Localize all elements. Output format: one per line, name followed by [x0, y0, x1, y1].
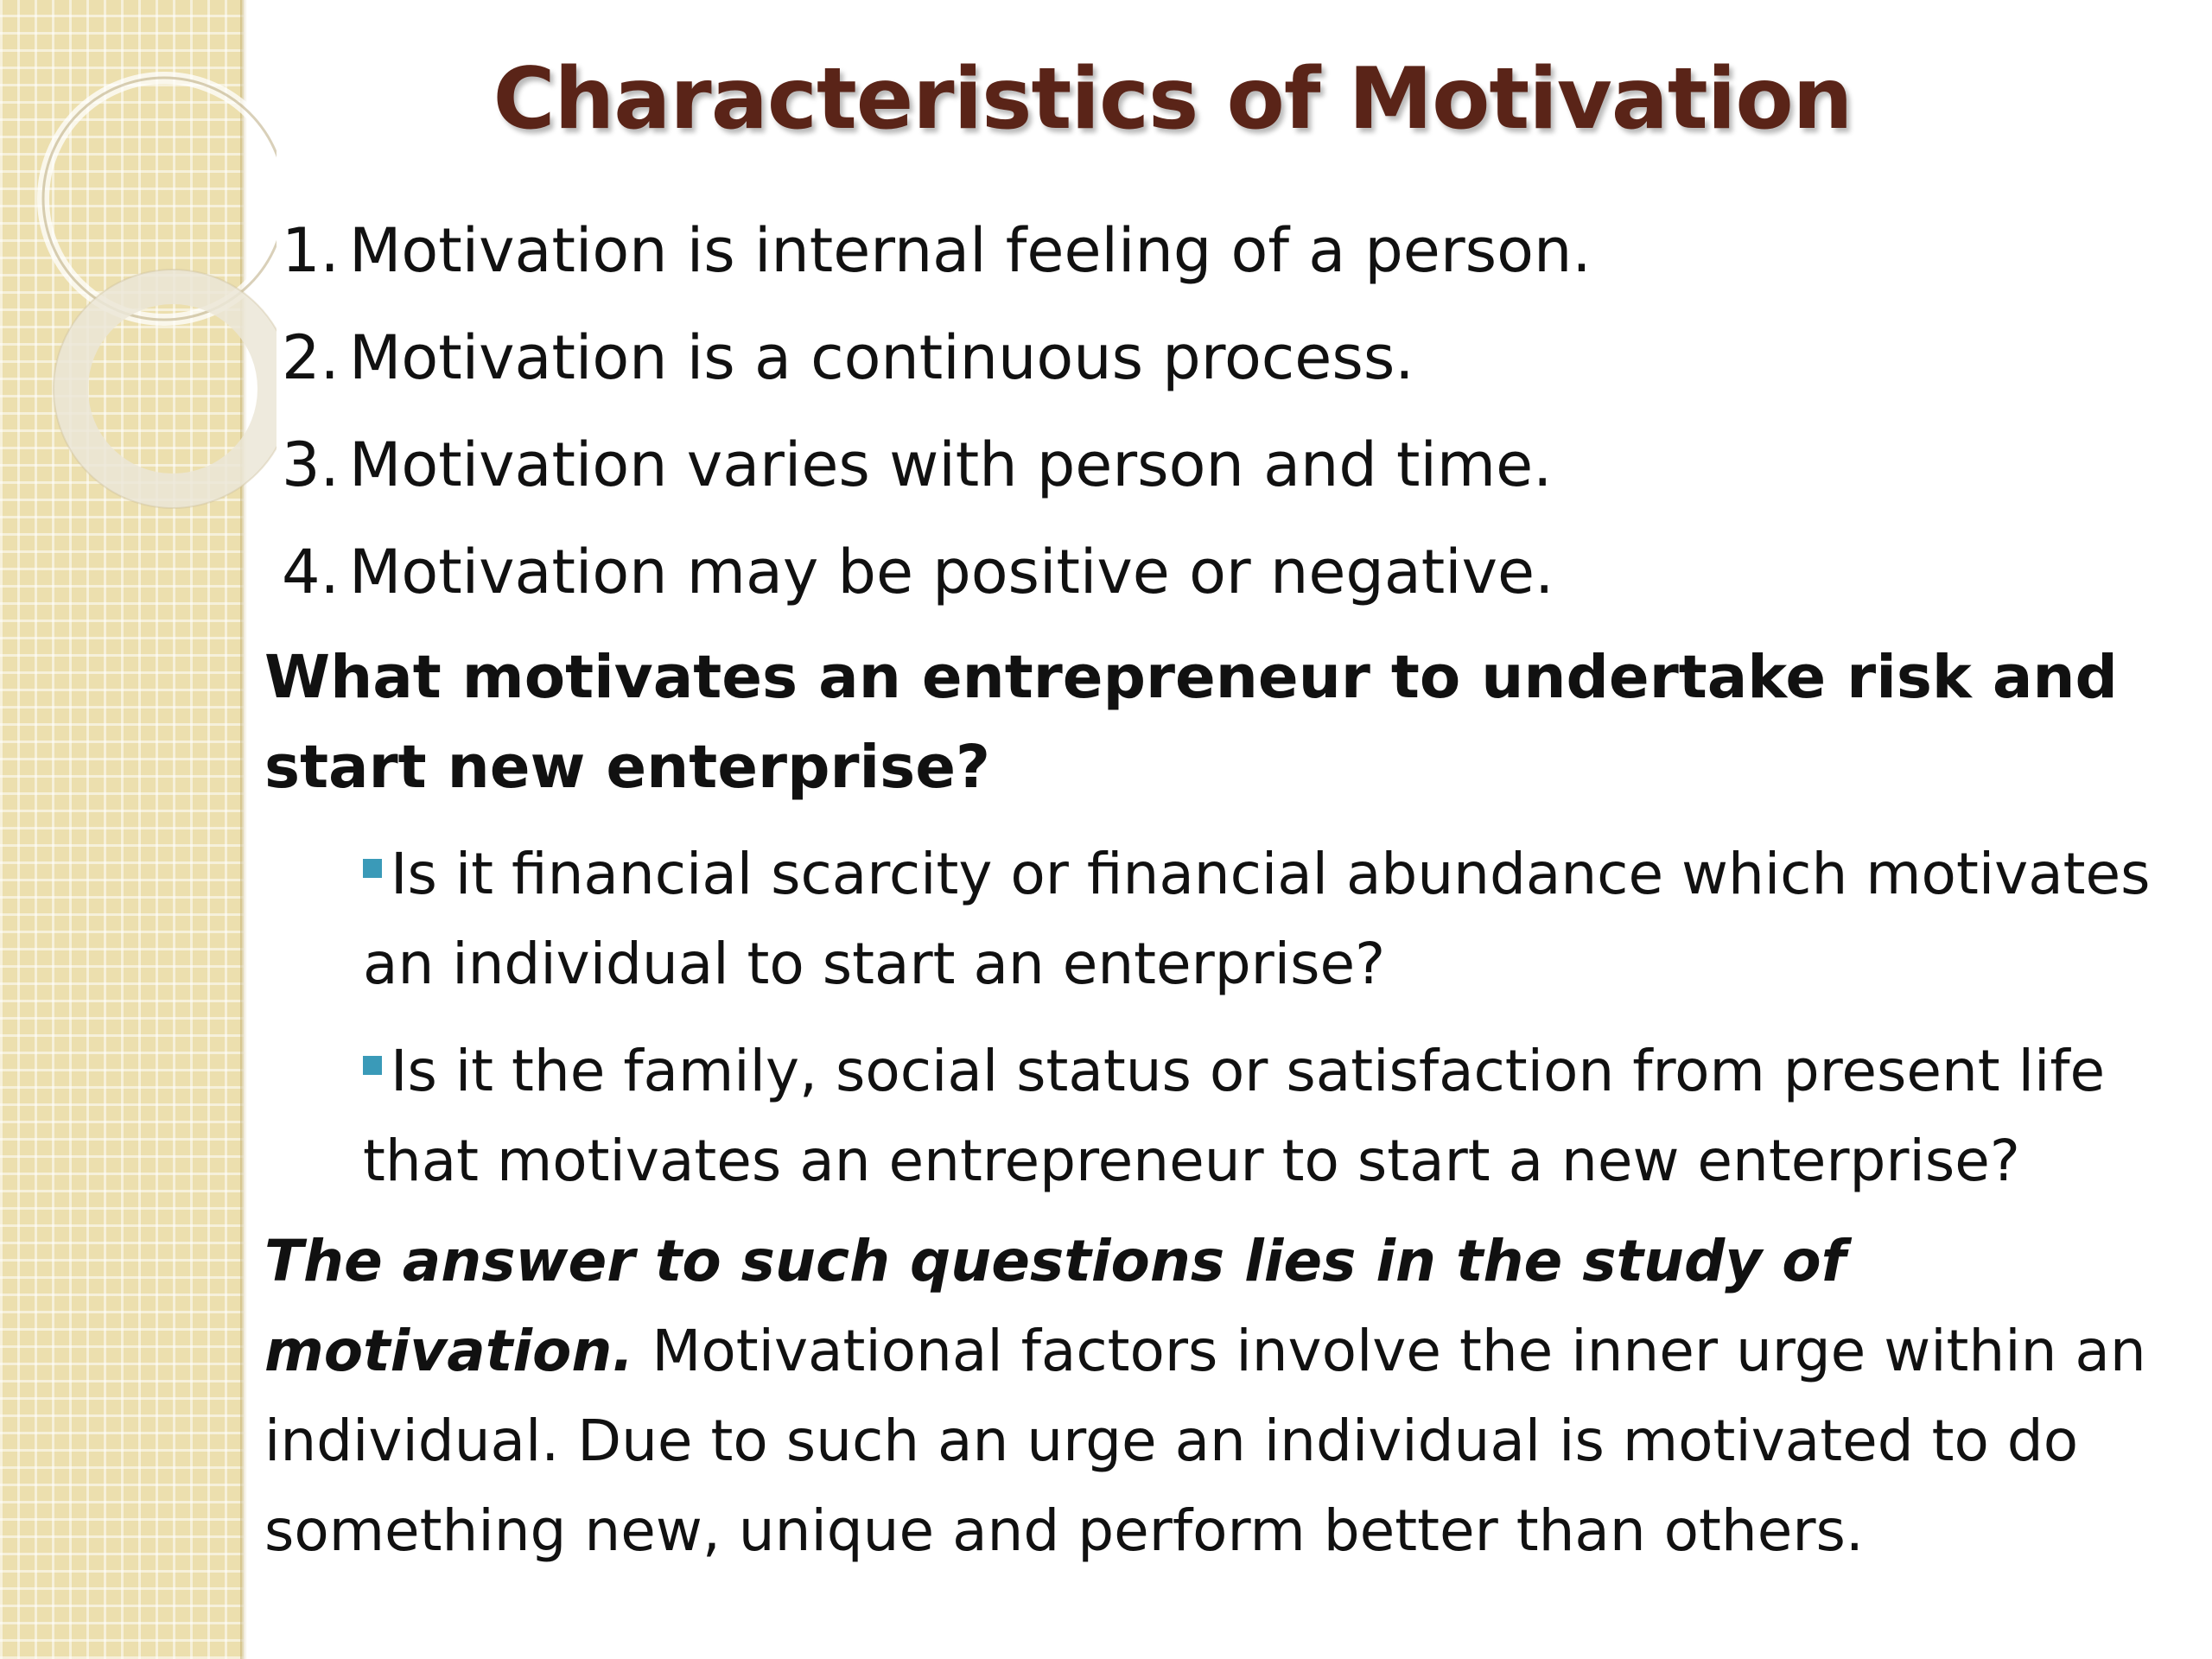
square-bullet-icon [363, 1056, 382, 1075]
sub-question-item [363, 1027, 2195, 1206]
characteristic-item [282, 315, 1592, 422]
item-text: Motivation varies with person and time. [349, 429, 1553, 500]
answer-paragraph [264, 1217, 2191, 1576]
square-bullet-icon [363, 859, 382, 878]
sub-question-text: Is it the family, social status or satisfaction from present life that motivates an entrepreneur to start a new enterprise? [363, 1038, 2106, 1194]
characteristic-item [282, 207, 1592, 315]
item-text: Motivation is internal feeling of a person. [349, 215, 1592, 286]
item-text: Motivation is a continuous process. [349, 322, 1414, 393]
item-number: 1. [282, 215, 340, 286]
sub-question-list [363, 830, 2195, 1224]
slide-title: Characteristics of Motivation [493, 50, 1853, 149]
sub-question-text: Is it financial scarcity or financial abundance which motivates an individual to start an enterprise? [363, 841, 2151, 997]
answer-emphasis: The answer to such questions lies in the study of motivation. [264, 1228, 1847, 1384]
characteristics-list [282, 207, 1592, 636]
item-text: Motivation may be positive or negative. [349, 537, 1554, 607]
decorative-rings-icon [0, 0, 276, 553]
characteristic-item [282, 529, 1592, 636]
key-question: What motivates an entrepreneur to undertake risk and start new enterprise? [264, 643, 2118, 802]
sub-question-item [363, 830, 2195, 1009]
item-number: 2. [282, 322, 340, 393]
item-number: 4. [282, 537, 340, 607]
answer-body: Motivational factors involve the inner urge within an individual. Due to such an urge an individual is motivated to do something new, unique and perform better than others. [264, 1318, 2146, 1564]
characteristic-item [282, 422, 1592, 529]
item-number: 3. [282, 429, 340, 500]
